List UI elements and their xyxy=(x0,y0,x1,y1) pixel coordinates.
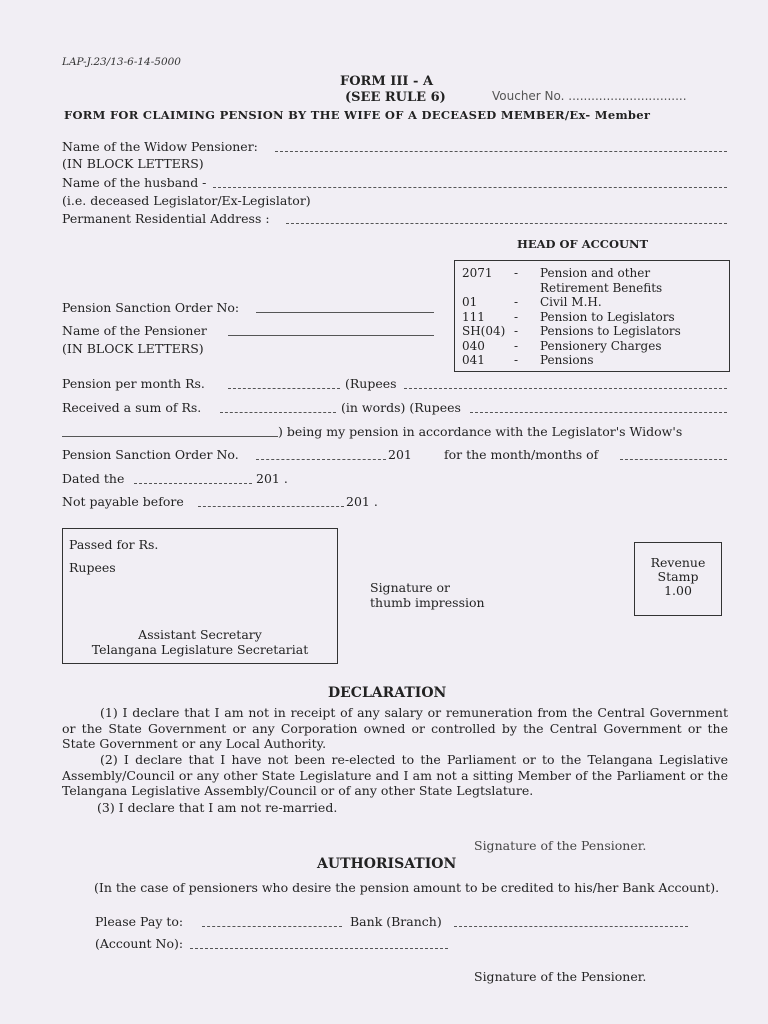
authorisation-title: AUTHORISATION xyxy=(317,856,457,872)
sanction-order-label: Pension Sanction Order No: xyxy=(62,300,240,315)
bank-branch-field[interactable] xyxy=(454,926,688,927)
rule-reference: (SEE RULE 6) xyxy=(345,90,446,105)
passed-rupees-label: Rupees xyxy=(69,560,116,575)
pay-to-field[interactable] xyxy=(202,926,342,927)
not-payable-field[interactable] xyxy=(198,506,344,507)
husband-name-field[interactable] xyxy=(213,187,727,188)
form-title: FORM FOR CLAIMING PENSION BY THE WIFE OF A DECEASED MEMBER/Ex- Member xyxy=(64,108,651,122)
widow-name-label: Name of the Widow Pensioner: xyxy=(62,139,258,154)
stamp-label: Stamp xyxy=(657,569,699,584)
for-month-label: for the month/months of xyxy=(444,447,599,462)
declaration-title: DECLARATION xyxy=(328,685,447,701)
pay-to-label: Please Pay to: xyxy=(95,914,184,929)
declaration-para-3: (3) I declare that I am not re-married. xyxy=(97,800,338,815)
year-201-c: 201 . xyxy=(346,494,378,509)
rupees-label: (Rupees xyxy=(345,376,397,391)
block-letters-note-2: (IN BLOCK LETTERS) xyxy=(62,341,204,356)
signature-label: Signature or xyxy=(370,580,450,595)
dated-label: Dated the xyxy=(62,471,125,486)
passed-for-label: Passed for Rs. xyxy=(69,537,159,552)
account-row: 01 - Civil M.H. xyxy=(462,295,602,309)
year-201-b: 201 . xyxy=(256,471,288,486)
account-row: SH(04) - Pensions to Legislators xyxy=(462,324,681,338)
words-continuation-field[interactable] xyxy=(62,436,278,437)
declaration-para-1: (1) I declare that I am not in receipt of any salary or remuneration from the Central Government or the State Government or any Corporation owned or controlled by the Central Government or the State Government or any Local Authority. xyxy=(62,705,728,751)
revenue-stamp-box xyxy=(634,542,722,616)
per-month-field[interactable] xyxy=(228,388,340,389)
sanction-order-label-2: Pension Sanction Order No. xyxy=(62,447,239,462)
assistant-secretary: Assistant Secretary xyxy=(138,627,262,642)
being-pension-text: ) being my pension in accordance with the Legislator's Widow's xyxy=(278,424,683,439)
pensioner-name-label: Name of the Pensioner xyxy=(62,323,207,338)
address-field[interactable] xyxy=(286,223,727,224)
widow-name-field[interactable] xyxy=(275,151,727,152)
in-words-field[interactable] xyxy=(470,412,727,413)
account-row: 2071 - Pension and other xyxy=(462,266,651,280)
husband-name-label: Name of the husband - xyxy=(62,175,207,190)
account-no-field[interactable] xyxy=(190,948,448,949)
dated-field[interactable] xyxy=(134,483,252,484)
block-letters-note: (IN BLOCK LETTERS) xyxy=(62,156,204,171)
stamp-value: 1.00 xyxy=(664,583,692,598)
thumb-impression-label: thumb impression xyxy=(370,595,485,610)
received-label: Received a sum of Rs. xyxy=(62,400,202,415)
authorisation-para: (In the case of pensioners who desire the pension amount to be credited to his/her Bank Account). xyxy=(94,880,720,895)
passed-for-box xyxy=(62,528,338,664)
declaration-para-2: (2) I declare that I have not been re-elected to the Parliament or to the Telangana Legislative Assembly/Council or any other State Legislature and I am not a sitting Member of the Parliament or the Telangana Legislative Assembly/Council or of any other State Legtslature. xyxy=(62,752,728,798)
pensioner-name-field[interactable] xyxy=(228,335,434,336)
account-row: Retirement Benefits xyxy=(540,280,663,295)
form-reference: LAP-J.23/13-6-14-5000 xyxy=(62,56,181,68)
form-number: FORM III - A xyxy=(340,74,434,89)
address-label: Permanent Residential Address : xyxy=(62,211,270,226)
voucher-number: Voucher No. ............................... xyxy=(492,89,687,103)
received-field[interactable] xyxy=(220,412,336,413)
account-row: 111 - Pension to Legislators xyxy=(462,309,675,324)
account-row: 041 - Pensions xyxy=(462,353,594,367)
in-words-label: (in words) (Rupees xyxy=(341,400,461,415)
year-201-a: 201 xyxy=(388,447,412,462)
rupees-field[interactable] xyxy=(404,388,727,389)
not-payable-label: Not payable before xyxy=(62,494,184,509)
bank-branch-label: Bank (Branch) xyxy=(350,914,442,929)
legislature-secretariat: Telangana Legislature Secretariat xyxy=(91,642,309,657)
account-row: 040 - Pensionery Charges xyxy=(462,338,662,353)
deceased-note: (i.e. deceased Legislator/Ex-Legislator) xyxy=(62,193,311,208)
sanction-order-field[interactable] xyxy=(256,312,434,313)
head-of-account-box xyxy=(454,260,730,372)
declaration-signature: Signature of the Pensioner. xyxy=(474,838,647,853)
account-no-label: (Account No): xyxy=(95,936,184,951)
for-month-field[interactable] xyxy=(620,459,727,460)
revenue-stamp-label: Revenue xyxy=(650,555,706,570)
per-month-label: Pension per month Rs. xyxy=(62,376,205,391)
authorisation-signature: Signature of the Pensioner. xyxy=(474,969,647,984)
sanction-order-field-2[interactable] xyxy=(256,459,386,460)
head-of-account-title: HEAD OF ACCOUNT xyxy=(517,237,649,251)
